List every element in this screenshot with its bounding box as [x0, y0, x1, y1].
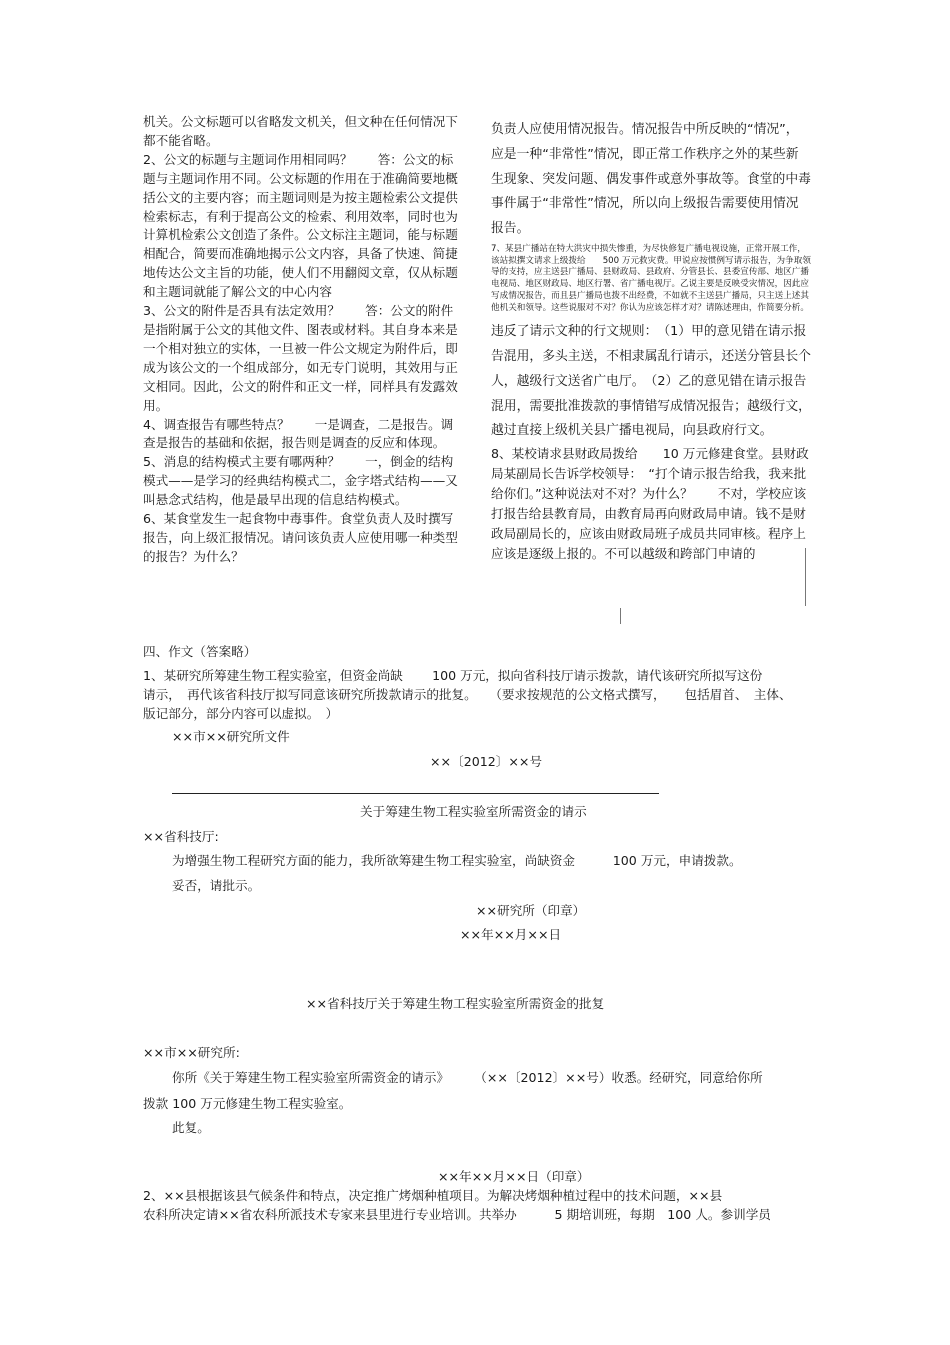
margin-line — [620, 608, 621, 624]
left-paragraph-4: 4、调查报告有哪些特点？ 一是调查，二是报告。调查是报告的基础和依据，报告则是调查的反应和体现。 — [143, 416, 454, 451]
document-number: ××〔2012〕××号 — [430, 754, 543, 769]
right-column — [491, 118, 811, 564]
header-rule — [172, 793, 659, 794]
request-signature: ××研究所（印章） — [476, 903, 586, 918]
reply-body-line-2: 拨款 100 万元修建生物工程实验室。 — [143, 1096, 352, 1111]
essay-question-1-line-3: 版记部分，部分内容可以虚拟。 ） — [143, 706, 339, 721]
reply-body-line-1: 你所《关于筹建生物工程实验室所需资金的请示》 （××〔2012〕××号）收悉。经研究，同意给你所 — [172, 1070, 763, 1085]
document-header: ××市××研究所文件 — [172, 729, 290, 744]
reply-closing: 此复。 — [172, 1120, 210, 1135]
essay-question-2-line-2: 农科所决定请××省农科所派技术专家来县里进行专业培训。共举办 5 期培训班，每期 100 人。参训学员 — [143, 1207, 771, 1222]
reply-recipient: ××市××研究所: — [143, 1045, 240, 1060]
request-body-line-2: 妥否，请批示。 — [172, 878, 261, 893]
left-paragraph-5: 5、消息的结构模式主要有哪两种？ 一，倒金的结构模式——是学习的经典结构模式二，金字塔式结构——又叫悬念式结构，他是最早出现的信息结构模式。 — [143, 454, 458, 508]
left-paragraph-6: 6、某食堂发生一起食物中毒事件。食堂负责人及时撰写报告，向上级汇报情况。请问该负责人应使用哪一种类型的报告？为什么？ — [143, 511, 458, 564]
essay-question-1-line-2: 请示， 再代该省科技厅拟写同意该研究所拨款请示的批复。 （要求按规范的公文格式撰写， 包括眉首、 主体、 — [143, 687, 792, 702]
reply-title: ××省科技厅关于筹建生物工程实验室所需资金的批复 — [306, 996, 605, 1011]
answer-7: 违反了请示文种的行文规则： （1）甲的意见错在请示报告混用，多头主送，不相隶属乱行请示，还送分管县长个人，越级行文送省广电厅。 （2）乙的意见错在请示报告混用，需要批准拨款的事情错写成情况报告；越级行文，越过直接上级机关县广播电视局，向县政府行文。 — [491, 324, 811, 439]
answer-6: 负责人应使用情况报告。情况报告中所反映的“情况”，应是一种“非常性”情况，即正常工作秩序之外的某些新生现象、突发问题、偶发事件或意外事故等。食堂的中毒事件属于“非常性”情况，所以向上级报告需要使用情况报告。 — [491, 122, 811, 237]
left-paragraph-1: 机关。公文标题可以省略发文机关，但文种在任何情况下都不能省略。 — [143, 114, 458, 148]
request-date: ××年××月××日 — [460, 927, 562, 942]
request-recipient: ××省科技厅: — [143, 829, 219, 844]
request-body-line-1: 为增强生物工程研究方面的能力，我所欲筹建生物工程实验室，尚缺资金 100 万元，申请拨款。 — [172, 853, 742, 868]
reply-date: ××年××月××日（印章） — [438, 1169, 590, 1184]
essay-question-2-line-1: 2、××县根据该县气候条件和特点，决定推广烤烟种植项目。为解决烤烟种植过程中的技术问题，××县 — [143, 1188, 723, 1203]
margin-line — [805, 548, 806, 606]
request-title: 关于筹建生物工程实验室所需资金的请示 — [360, 804, 587, 819]
question-8: 8、某校请求县财政局拨给 10 万元修建食堂。县财政局某副局长告诉学校领导： “打个请示报告给我，我来批给你们。”这种说法对不对？为什么？ 不对，学校应该打报告给县教育局，由教育局再向财政局申请。钱不是财政局副局长的，应该由财政局班子成员共同审核。程序上应该是逐级上报的。不可以越级和跨部门申请的 — [491, 446, 809, 562]
left-paragraph-3: 3、公文的附件是否具有法定效用？ 答：公文的附件是指附属于公文的其他文件、图表或材料。其自身本来是一个相对独立的实体，一旦被一件公文规定为附件后，即成为该公文的一个组成部分，如无专门说明，其效用与正文相同。因此，公文的附件和正文一样，同样具有发露效用。 — [143, 303, 458, 413]
left-column — [143, 113, 458, 567]
left-paragraph-2: 2、公文的标题与主题词作用相同吗？ 答：公文的标题与主题词作用不同。公文标题的作用在于准确简要地概括公文的主要内容；而主题词则是为按主题检索公文提供检索标志，有利于提高公文的检索、利用效率，同时也为计算机检索公文创造了条件。公文标注主题词，能与标题相配合，简要而准确地揭示公文内容，具备了快速、简捷地传达公文主旨的功能，使人们不用翻阅文章，仅从标题和主题词就能了解公文的中心内容 — [143, 151, 458, 300]
essay-heading: 四、作文（答案略） — [143, 644, 257, 659]
essay-question-1-line-1: 1、某研究所筹建生物工程实验室，但资金尚缺 100 万元，拟向省科技厅请示拨款，请代该研究所拟写这份 — [143, 668, 763, 683]
question-7: 7、某县广播站在特大洪灾中损失惨重，为尽快修复广播电视设施，正常开展工作，该站拟撰文请求上级拨给 500 万元救灾费。甲说应按惯例写请示报告，为争取领导的支持，应主送县广播局、县财政局、县政府、分管县长、县委宣传部、地区广播电视局、地区财政局、地区行署、省广播电视厅。乙说主要是反映受灾情况，因此应写成情况报告，而且县广播局也拨不出经费，不如就不主送县广播局，只主送上述其他机关和领导。这些说服对不对？你认为应该怎样才对？请陈述理由，作简要分析。 — [491, 243, 811, 313]
